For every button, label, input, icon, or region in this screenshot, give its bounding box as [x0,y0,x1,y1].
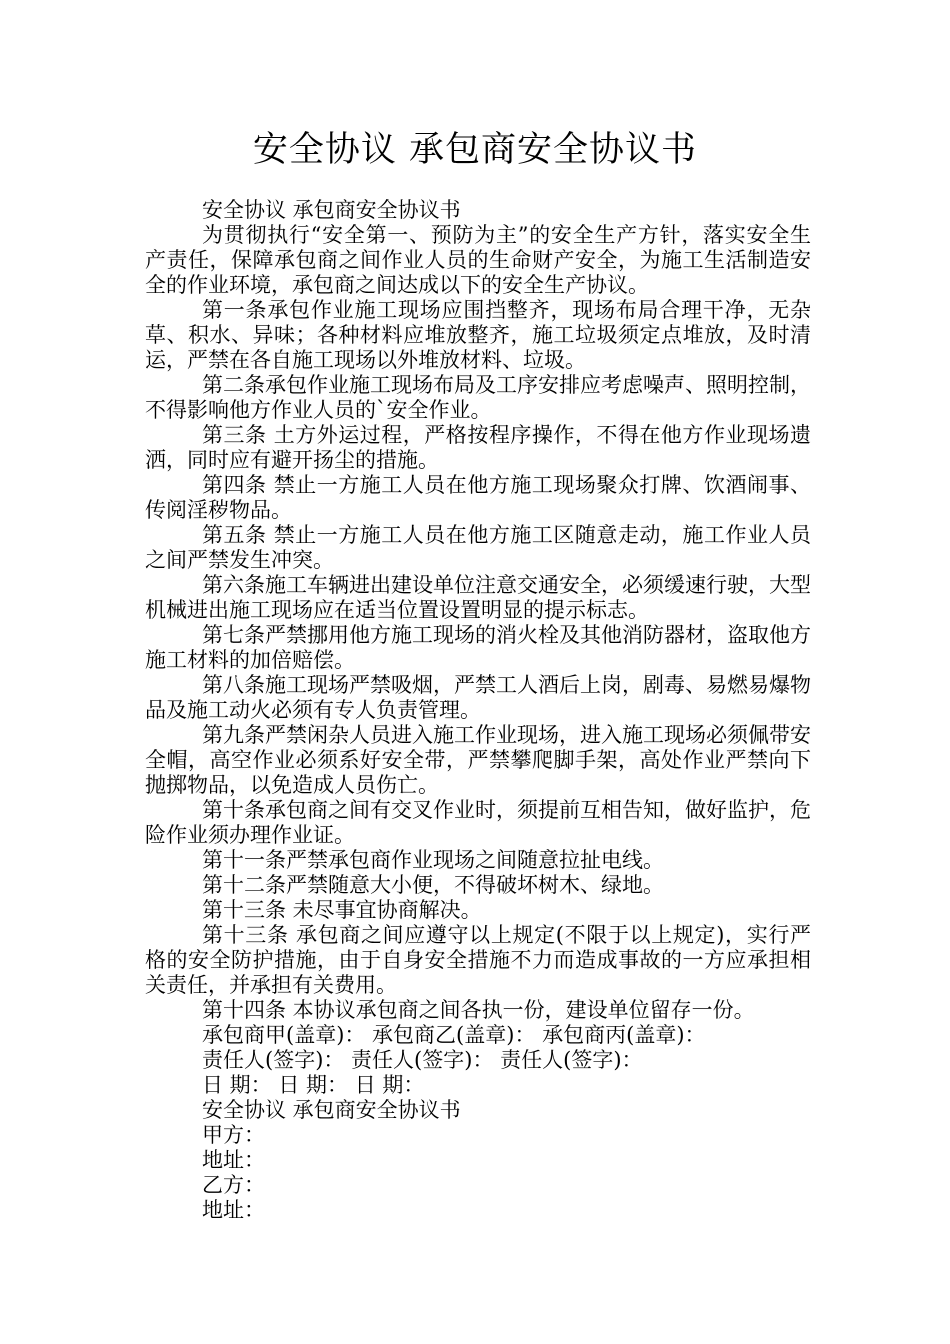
address-label-b: 地址： [202,1198,265,1222]
clause-4: 第四条 禁止一方施工人员在他方施工现场聚众打牌、饮酒闹事、传阅淫秽物品。 [145,473,811,522]
date-line: 日 期： 日 期： 日 期： [202,1073,425,1097]
clause-3: 第三条 土方外运过程，严格按程序操作，不得在他方作业现场遗洒，同时应有避开扬尘的措施。 [145,423,811,472]
clause-1: 第一条承包作业施工现场应围挡整齐，现场布局合理干净，无杂草、积水、异味；各种材料应堆放整齐，施工垃圾须定点堆放，及时清运，严禁在各自施工现场以外堆放材料、垃圾。 [145,298,811,372]
party-b-label: 乙方： [202,1173,265,1197]
clause-5: 第五条 禁止一方施工人员在他方施工区随意走动，施工作业人员之间严禁发生冲突。 [145,523,811,572]
intro-paragraph: 为贯彻执行“安全第一、预防为主”的安全生产方针，落实安全生产责任，保障承包商之间作业人员的生命财产安全，为施工生活制造安全的作业环境，承包商之间达成以下的安全生产协议。 [145,223,811,297]
address-label-a: 地址： [202,1148,265,1172]
party-a-label: 甲方： [202,1123,265,1147]
seal-line: 承包商甲(盖章)： 承包商乙(盖章)： 承包商丙(盖章)： [202,1023,706,1047]
clause-12: 第十二条严禁随意大小便，不得破坏树木、绿地。 [202,873,664,897]
doc-heading-repeat: 安全协议 承包商安全协议书 [202,198,461,222]
document-body [145,198,811,1223]
clause-6: 第六条施工车辆进出建设单位注意交通安全，必须缓速行驶，大型机械进出施工现场应在适当位置设置明显的提示标志。 [145,573,811,622]
clause-14: 第十四条 本协议承包商之间各执一份，建设单位留存一份。 [202,998,755,1022]
doc-heading-repeat-2: 安全协议 承包商安全协议书 [202,1098,461,1122]
document-title: 安全协议 承包商安全协议书 [252,130,698,170]
clause-9: 第九条严禁闲杂人员进入施工作业现场，进入施工现场必须佩带安全帽，高空作业必须系好安全带，严禁攀爬脚手架，高处作业严禁向下抛掷物品，以免造成人员伤亡。 [145,723,811,797]
clause-10: 第十条承包商之间有交叉作业时，须提前互相告知，做好监护，危险作业须办理作业证。 [145,798,811,847]
clause-13a: 第十三条 未尽事宜协商解决。 [202,898,482,922]
clause-11: 第十一条严禁承包商作业现场之间随意拉扯电线。 [202,848,664,872]
clause-2: 第二条承包作业施工现场布局及工序安排应考虑噪声、照明控制，不得影响他方作业人员的`安全作业。 [145,373,811,422]
clause-13b: 第十三条 承包商之间应遵守以上规定(不限于以上规定)，实行严格的安全防护措施，由于自身安全措施不力而造成事故的一方应承担相关责任，并承担有关费用。 [145,923,811,997]
signature-line: 责任人(签字)： 责任人(签字)： 责任人(签字)： [202,1048,643,1072]
clause-7: 第七条严禁挪用他方施工现场的消火栓及其他消防器材，盗取他方施工材料的加倍赔偿。 [145,623,811,672]
clause-8: 第八条施工现场严禁吸烟，严禁工人酒后上岗，剧毒、易燃易爆物品及施工动火必须有专人负责管理。 [145,673,811,722]
